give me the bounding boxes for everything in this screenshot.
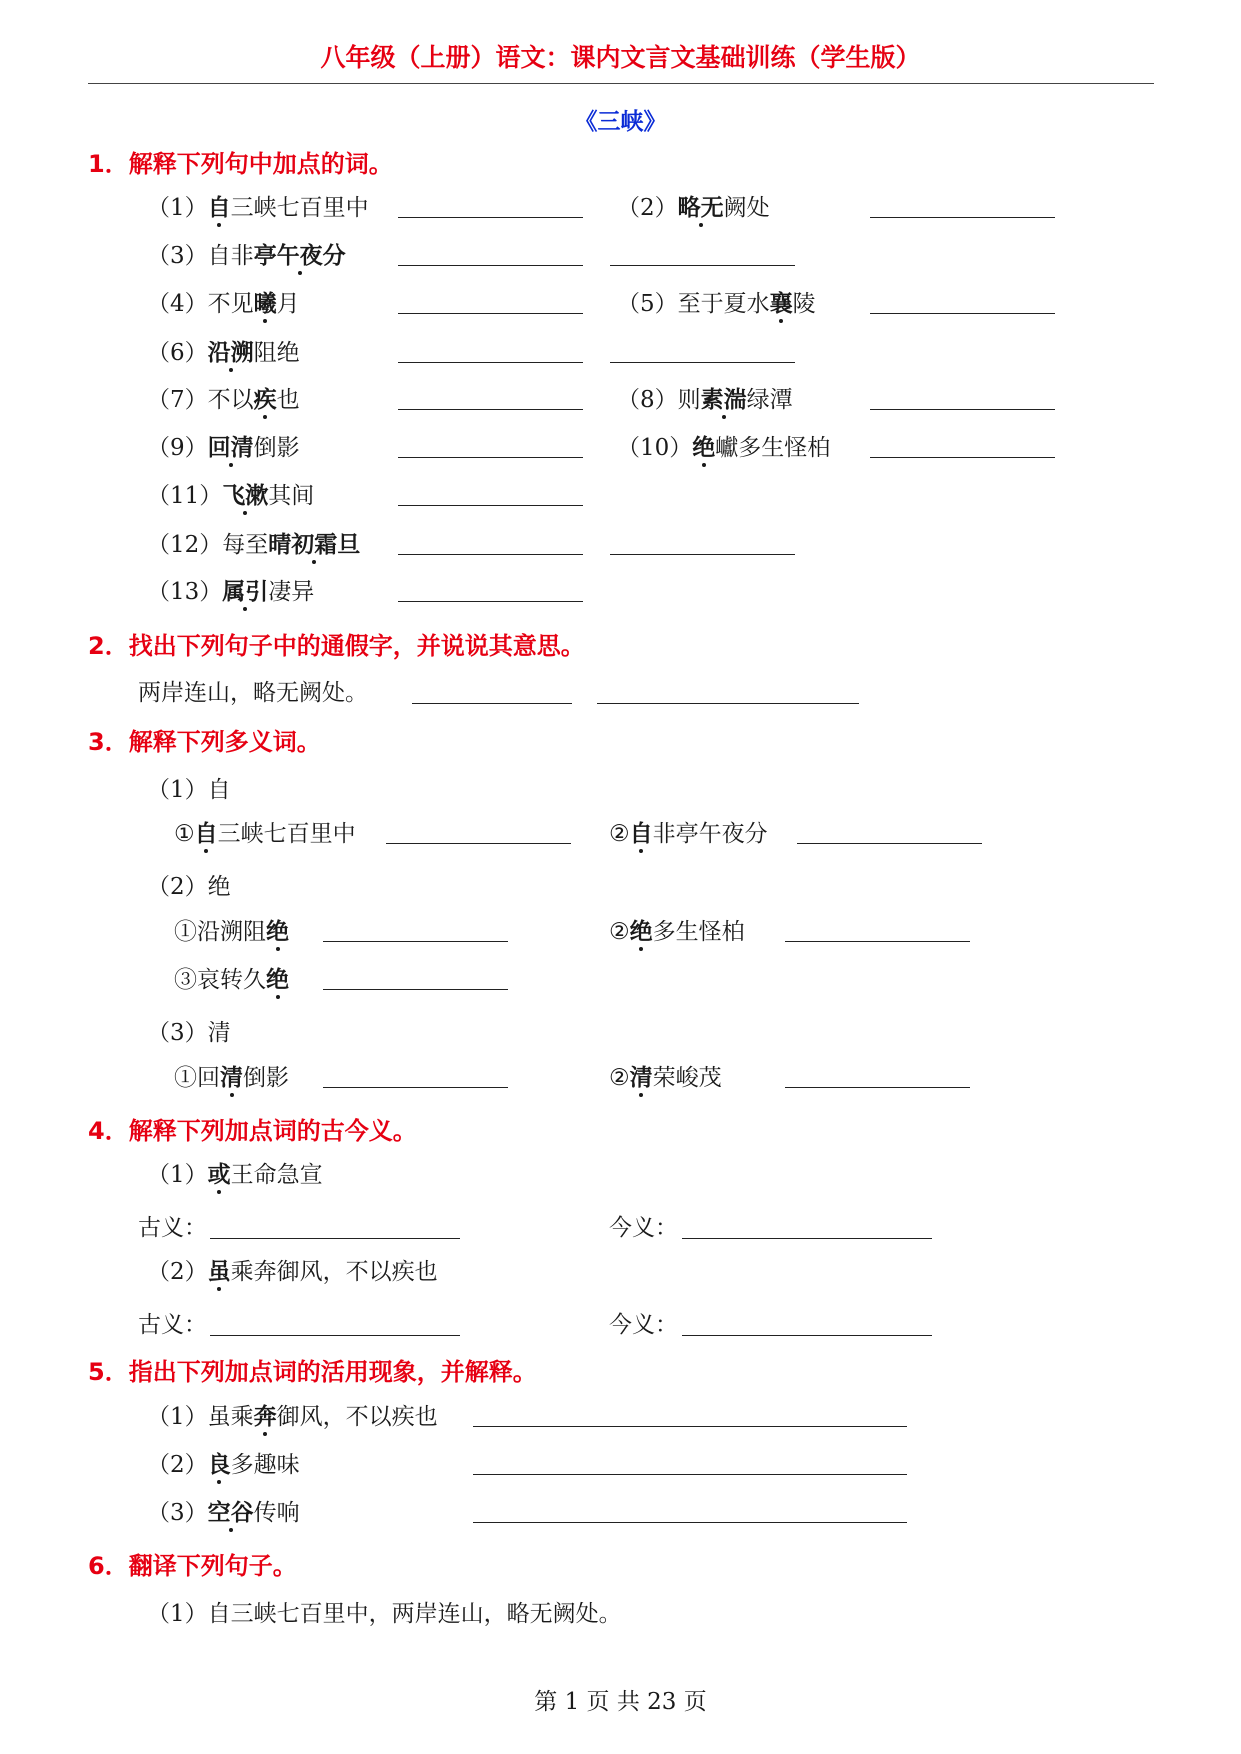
section-5-title: 5．指出下列加点词的活用现象，并解释。: [88, 1358, 537, 1386]
answer-blank[interactable]: [398, 217, 583, 218]
answer-blank[interactable]: [473, 1474, 907, 1475]
answer-blank[interactable]: [870, 217, 1055, 218]
s3-group-3-head: （3）清: [147, 1020, 231, 1046]
answer-blank[interactable]: [323, 941, 508, 942]
s2-sentence: 两岸连山，略无阙处。: [138, 680, 368, 706]
s3-g2-item-2: ②绝多生怪柏: [609, 918, 745, 945]
answer-blank[interactable]: [398, 457, 583, 458]
dotted-word: 自: [194, 820, 218, 847]
s4-item-1: （1）或王命急宣: [147, 1161, 323, 1188]
dotted-word: 襄: [769, 290, 793, 317]
dotted-word: 晴初霜旦: [268, 531, 361, 558]
ancient-meaning-label: 古义：: [138, 1215, 207, 1241]
dotted-word: 奔: [253, 1403, 277, 1430]
s5-item-2: （2）良多趣味: [147, 1451, 300, 1478]
answer-blank[interactable]: [210, 1335, 460, 1336]
dotted-word: 清: [220, 1064, 243, 1091]
answer-blank[interactable]: [412, 703, 572, 704]
s1-item-5: （5）至于夏水襄陵: [617, 290, 816, 317]
lesson-title: 《三峡》: [574, 108, 667, 135]
answer-blank[interactable]: [323, 1087, 508, 1088]
s1-item-12: （12）每至晴初霜旦: [147, 531, 361, 558]
section-1-title: 1．解释下列句中加点的词。: [88, 150, 393, 178]
s1-item-13: （13）属引凄异: [147, 578, 315, 605]
section-2-title: 2．找出下列句子中的通假字，并说说其意思。: [88, 632, 585, 660]
s1-item-4: （4）不见曦月: [147, 290, 300, 317]
s3-group-2-head: （2）绝: [147, 874, 231, 900]
dotted-word: 绝: [266, 918, 289, 945]
s1-item-11: （11）飞漱其间: [147, 482, 315, 509]
dotted-word: 绝: [266, 966, 289, 993]
section-6-title: 6．翻译下列句子。: [88, 1552, 297, 1580]
dotted-word: 属引: [222, 578, 269, 605]
s3-g1-item-1: ①自三峡七百里中: [174, 820, 356, 847]
answer-blank[interactable]: [398, 554, 583, 555]
dotted-word: 亭午夜分: [253, 242, 346, 269]
answer-blank[interactable]: [797, 843, 982, 844]
dotted-word: 略无: [677, 194, 724, 221]
modern-meaning-label: 今义：: [609, 1312, 678, 1338]
dotted-word: 绝: [629, 918, 653, 945]
dotted-word: 空谷: [207, 1499, 254, 1526]
answer-blank[interactable]: [785, 1087, 970, 1088]
dotted-word: 虽: [207, 1258, 231, 1285]
s3-group-1-head: （1）自: [147, 777, 231, 803]
s3-g3-item-1: ①回清倒影: [174, 1064, 289, 1091]
answer-blank[interactable]: [398, 505, 583, 506]
s1-item-6: （6）沿溯阻绝: [147, 339, 300, 366]
s3-g3-item-2: ②清荣峻茂: [609, 1064, 722, 1091]
answer-blank[interactable]: [398, 409, 583, 410]
s1-item-1: （1）自三峡七百里中: [147, 194, 369, 221]
page-header-title: 八年级（上册）语文：课内文言文基础训练（学生版）: [320, 43, 921, 72]
s3-g1-item-2: ②自非亭午夜分: [609, 820, 768, 847]
answer-blank[interactable]: [398, 362, 583, 363]
answer-blank[interactable]: [210, 1238, 460, 1239]
answer-blank[interactable]: [398, 313, 583, 314]
s3-g2-item-1: ①沿溯阻绝: [174, 918, 289, 945]
dotted-word: 自: [207, 194, 231, 221]
dotted-word: 清: [629, 1064, 653, 1091]
page-footer: 第 1 页 共 23 页: [534, 1689, 707, 1715]
s1-item-3: （3）自非亭午夜分: [147, 242, 346, 269]
section-3-title: 3．解释下列多义词。: [88, 728, 321, 756]
s1-item-8: （8）则素湍绿潭: [617, 386, 793, 413]
dotted-word: 素湍: [700, 386, 747, 413]
s5-item-3: （3）空谷传响: [147, 1499, 300, 1526]
s4-item-2: （2）虽乘奔御风，不以疾也: [147, 1258, 438, 1285]
s1-item-9: （9）回清倒影: [147, 434, 300, 461]
answer-blank[interactable]: [398, 265, 583, 266]
answer-blank[interactable]: [386, 843, 571, 844]
s1-item-2: （2）略无阙处: [617, 194, 770, 221]
dotted-word: 疾: [253, 386, 277, 413]
answer-blank[interactable]: [870, 313, 1055, 314]
dotted-word: 回清: [207, 434, 254, 461]
modern-meaning-label: 今义：: [609, 1215, 678, 1241]
dotted-word: 绝: [692, 434, 716, 461]
answer-blank[interactable]: [473, 1426, 907, 1427]
answer-blank[interactable]: [870, 457, 1055, 458]
dotted-word: 自: [629, 820, 653, 847]
dotted-word: 曦: [253, 290, 277, 317]
ancient-meaning-label: 古义：: [138, 1312, 207, 1338]
s6-item-1: （1）自三峡七百里中，两岸连山，略无阙处。: [147, 1601, 622, 1627]
s5-item-1: （1）虽乘奔御风，不以疾也: [147, 1403, 438, 1430]
answer-blank[interactable]: [785, 941, 970, 942]
s1-item-10: （10）绝巘多生怪柏: [617, 434, 831, 461]
answer-blank[interactable]: [610, 554, 795, 555]
answer-blank[interactable]: [870, 409, 1055, 410]
answer-blank[interactable]: [610, 265, 795, 266]
section-4-title: 4．解释下列加点词的古今义。: [88, 1117, 417, 1145]
dotted-word: 良: [207, 1451, 231, 1478]
answer-blank[interactable]: [473, 1522, 907, 1523]
dotted-word: 沿溯: [207, 339, 254, 366]
dotted-word: 或: [207, 1161, 231, 1188]
s3-g2-item-3: ③哀转久绝: [174, 966, 289, 993]
header-divider: [88, 83, 1154, 84]
s1-item-7: （7）不以疾也: [147, 386, 300, 413]
answer-blank[interactable]: [323, 989, 508, 990]
dotted-word: 飞漱: [222, 482, 269, 509]
answer-blank[interactable]: [682, 1238, 932, 1239]
answer-blank[interactable]: [597, 703, 859, 704]
answer-blank[interactable]: [398, 601, 583, 602]
answer-blank[interactable]: [610, 362, 795, 363]
answer-blank[interactable]: [682, 1335, 932, 1336]
